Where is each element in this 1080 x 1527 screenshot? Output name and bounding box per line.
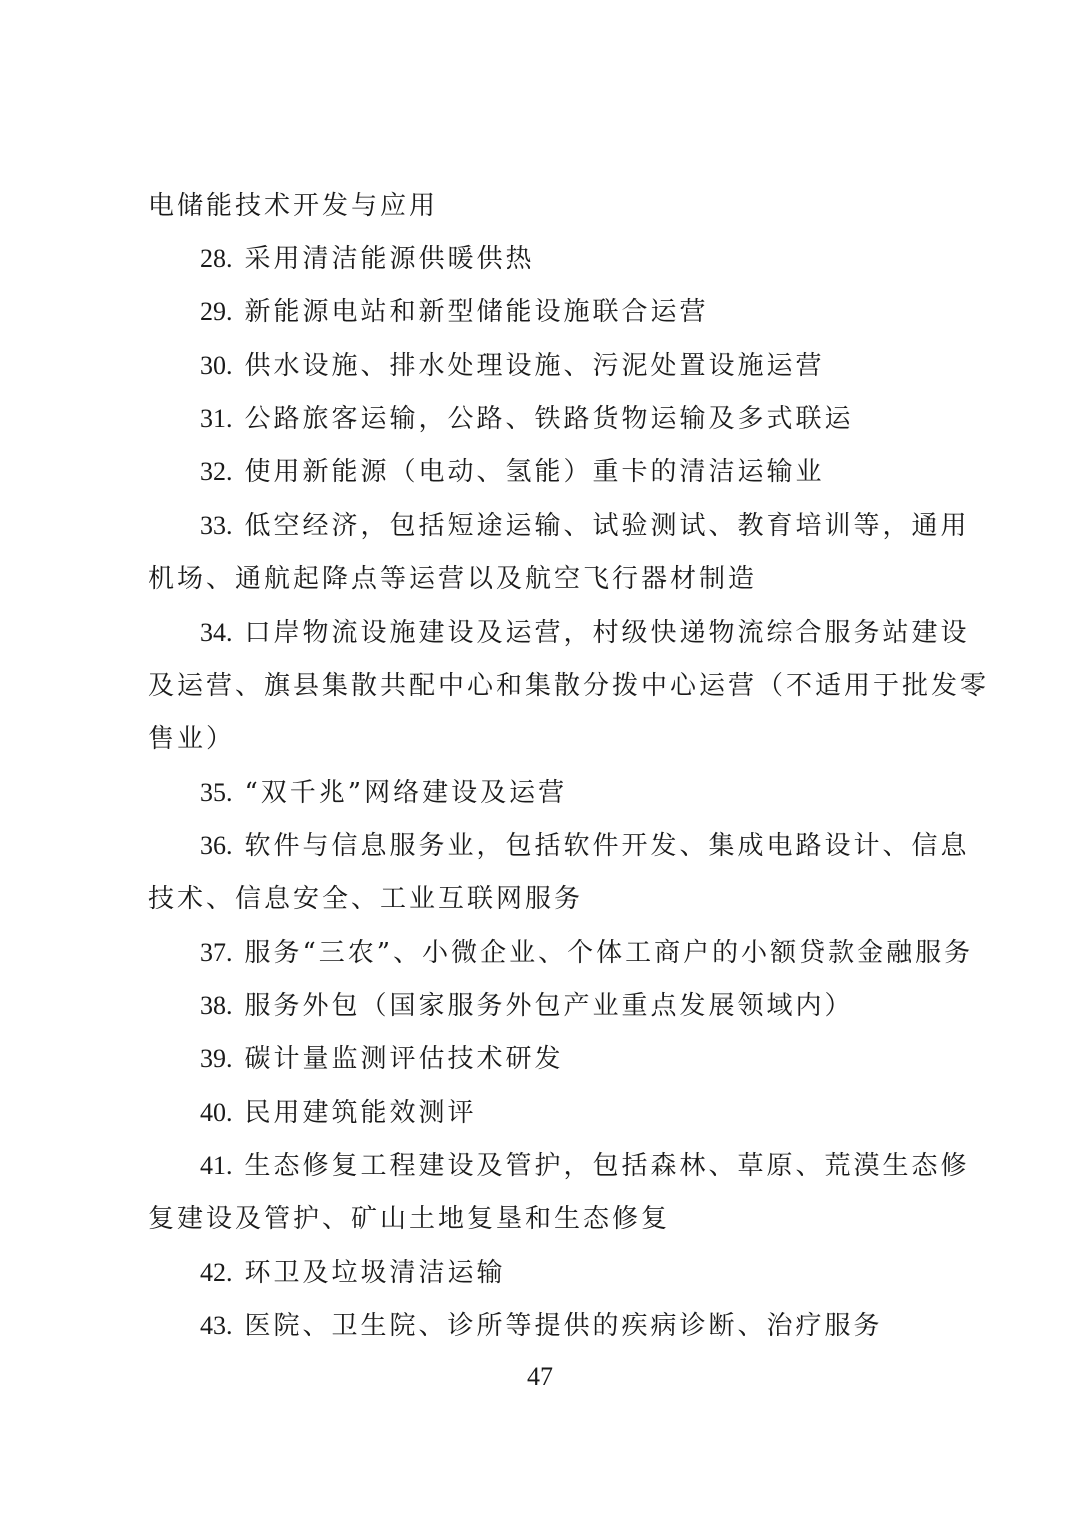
text-line: 售业） xyxy=(148,724,236,754)
list-item: 43. 医院、卫生院、诊所等提供的疾病诊断、治疗服务 xyxy=(200,1311,883,1341)
list-item: 30. 供水设施、排水处理设施、污泥处置设施运营 xyxy=(200,351,825,381)
list-item: 38. 服务外包（国家服务外包产业重点发展领域内） xyxy=(200,991,854,1021)
list-item: 36. 软件与信息服务业，包括软件开发、集成电路设计、信息 xyxy=(200,831,970,861)
page-number: 47 xyxy=(527,1362,553,1391)
text-line: 机场、通航起降点等运营以及航空飞行器材制造 xyxy=(148,564,758,594)
list-item: 41. 生态修复工程建设及管护，包括森林、草原、荒漠生态修 xyxy=(200,1151,970,1181)
list-item: 40. 民用建筑能效测评 xyxy=(200,1098,477,1128)
text-line: 复建设及管护、矿山土地复垦和生态修复 xyxy=(148,1204,671,1234)
list-item: 33. 低空经济，包括短途运输、试验测试、教育培训等，通用 xyxy=(200,511,970,541)
list-item: 31. 公路旅客运输，公路、铁路货物运输及多式联运 xyxy=(200,404,854,434)
text-line: 电储能技术开发与应用 xyxy=(148,191,439,221)
list-item: 42. 环卫及垃圾清洁运输 xyxy=(200,1258,506,1288)
text-line: 技术、信息安全、工业互联网服务 xyxy=(148,884,584,914)
list-item: 39. 碳计量监测评估技术研发 xyxy=(200,1044,564,1074)
list-item: 37. 服务“三农”、小微企业、个体工商户的小额贷款金融服务 xyxy=(200,938,974,968)
list-item: 35. “双千兆”网络建设及运营 xyxy=(200,778,568,808)
list-item: 34. 口岸物流设施建设及运营，村级快递物流综合服务站建设 xyxy=(200,618,970,648)
text-line: 及运营、旗县集散共配中心和集散分拨中心运营（不适用于批发零 xyxy=(148,671,990,701)
list-item: 28. 采用清洁能源供暖供热 xyxy=(200,244,535,274)
list-item: 29. 新能源电站和新型储能设施联合运营 xyxy=(200,297,709,327)
list-item: 32. 使用新能源（电动、氢能）重卡的清洁运输业 xyxy=(200,457,825,487)
